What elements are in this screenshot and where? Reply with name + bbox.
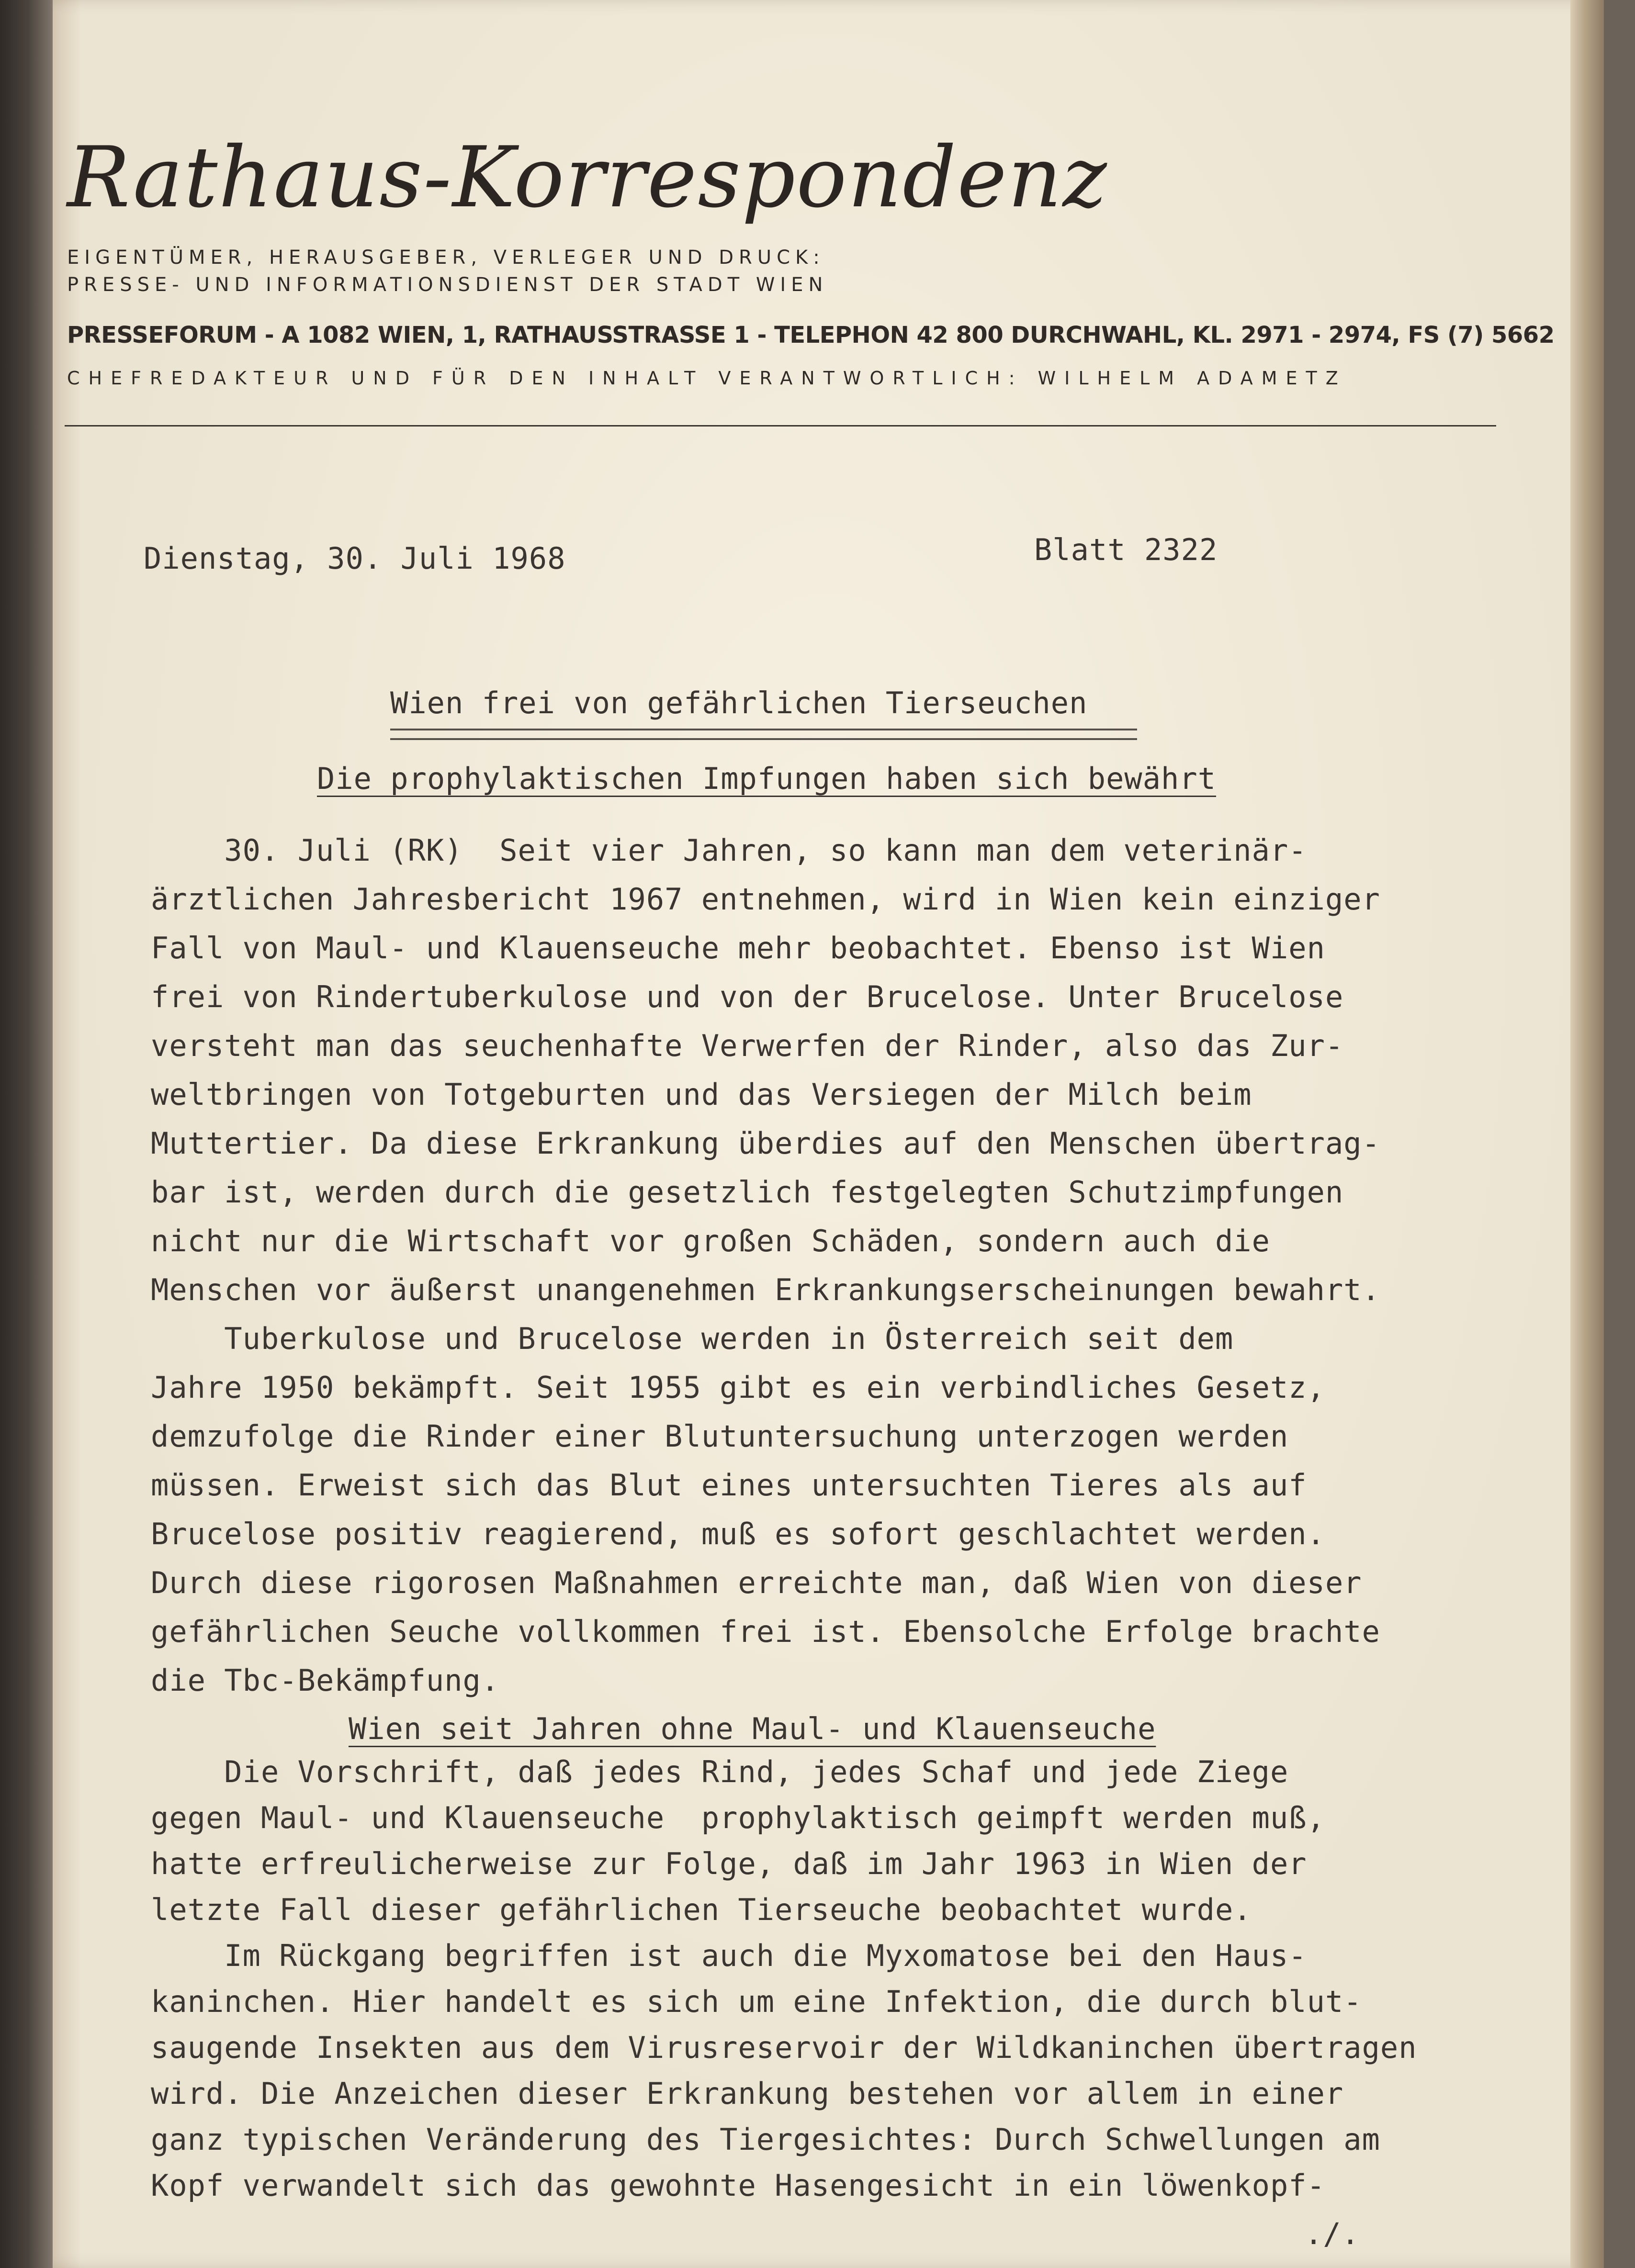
title-double-underline xyxy=(390,729,1137,740)
body-line: frei von Rindertuberkulose und von der Brucelose. Unter Brucelose xyxy=(151,979,1344,1014)
page-edge xyxy=(1570,0,1604,2268)
sheet-number: Blatt 2322 xyxy=(1034,532,1218,567)
body-line: wird. Die Anzeichen dieser Erkrankung bestehen vor allem in einer xyxy=(151,2076,1344,2111)
body-line: müssen. Erweist sich das Blut eines untersuchten Tieres als auf xyxy=(151,1468,1307,1503)
address-line: PRESSEFORUM - A 1082 WIEN, 1, RATHAUSSTRASSE 1 - TELEPHON 42 800 DURCHWAHL, KL. 2971 - 2974, FS (7) 5662 xyxy=(67,322,1555,348)
masthead-title: Rathaus-Korrespondenz xyxy=(67,129,1108,226)
issue-date: Dienstag, 30. Juli 1968 xyxy=(144,541,566,576)
body-line: demzufolge die Rinder einer Blutuntersuchung unterzogen werden xyxy=(151,1419,1289,1454)
body-line: Durch diese rigorosen Maßnahmen erreichte man, daß Wien von dieser xyxy=(151,1565,1362,1600)
body-line: Tuberkulose und Brucelose werden in Österreich seit dem xyxy=(151,1321,1234,1356)
body-line: saugende Insekten aus dem Virusreservoir der Wildkaninchen übertragen xyxy=(151,2030,1417,2065)
body-line: Jahre 1950 bekämpft. Seit 1955 gibt es ein verbindliches Gesetz, xyxy=(151,1370,1325,1405)
editor-line: CHEFREDAKTEUR UND FÜR DEN INHALT VERANTWORTLICH: WILHELM ADAMETZ xyxy=(67,368,1347,389)
body-line: Die Vorschrift, daß jedes Rind, jedes Schaf und jede Ziege xyxy=(151,1754,1289,1789)
body-line: 30. Juli (RK) Seit vier Jahren, so kann man dem veterinär- xyxy=(151,833,1307,868)
body-line: kaninchen. Hier handelt es sich um eine Infektion, die durch blut- xyxy=(151,1984,1362,2019)
continuation-mark: ./. xyxy=(1305,2216,1360,2251)
article-title: Wien frei von gefährlichen Tierseuchen xyxy=(390,685,1088,720)
section-subtitle: Wien seit Jahren ohne Maul- und Klauenseuche xyxy=(349,1711,1156,1746)
body-line: versteht man das seuchenhafte Verwerfen der Rinder, also das Zur- xyxy=(151,1028,1344,1063)
body-line: ganz typischen Veränderung des Tiergesichtes: Durch Schwellungen am xyxy=(151,2122,1380,2157)
publisher-name-line: PRESSE- UND INFORMATIONSDIENST DER STADT WIEN xyxy=(67,274,828,296)
body-line: die Tbc-Bekämpfung. xyxy=(151,1663,500,1698)
body-line: letzte Fall dieser gefährlichen Tierseuche beobachtet wurde. xyxy=(151,1892,1252,1927)
body-line: gefährlichen Seuche vollkommen frei ist. Ebensolche Erfolge brachte xyxy=(151,1614,1380,1649)
body-line: nicht nur die Wirtschaft vor großen Schäden, sondern auch die xyxy=(151,1224,1270,1258)
publisher-line: EIGENTÜMER, HERAUSGEBER, VERLEGER UND DRUCK: xyxy=(67,247,825,269)
body-line: hatte erfreulicherweise zur Folge, daß im Jahr 1963 in Wien der xyxy=(151,1846,1307,1881)
body-line: Fall von Maul- und Klauenseuche mehr beobachtet. Ebenso ist Wien xyxy=(151,931,1325,966)
body-line: Brucelose positiv reagierend, muß es sofort geschlachtet werden. xyxy=(151,1516,1325,1551)
body-line: gegen Maul- und Klauenseuche prophylaktisch geimpft werden muß, xyxy=(151,1800,1325,1835)
body-line: Muttertier. Da diese Erkrankung überdies auf den Menschen übertrag- xyxy=(151,1126,1380,1161)
body-line: bar ist, werden durch die gesetzlich festgelegten Schutzimpfungen xyxy=(151,1175,1344,1210)
article-subtitle: Die prophylaktischen Impfungen haben sich bewährt xyxy=(317,761,1217,796)
body-line: Kopf verwandelt sich das gewohnte Hasengesicht in ein löwenkopf- xyxy=(151,2168,1325,2203)
body-line: Menschen vor äußerst unangenehmen Erkrankungserscheinungen bewahrt. xyxy=(151,1272,1380,1307)
body-line: ärztlichen Jahresbericht 1967 entnehmen, wird in Wien kein einziger xyxy=(151,882,1380,917)
body-line: Im Rückgang begriffen ist auch die Myxomatose bei den Haus- xyxy=(151,1938,1307,1973)
body-line: weltbringen von Totgeburten und das Versiegen der Milch beim xyxy=(151,1077,1252,1112)
header-divider xyxy=(65,425,1496,427)
